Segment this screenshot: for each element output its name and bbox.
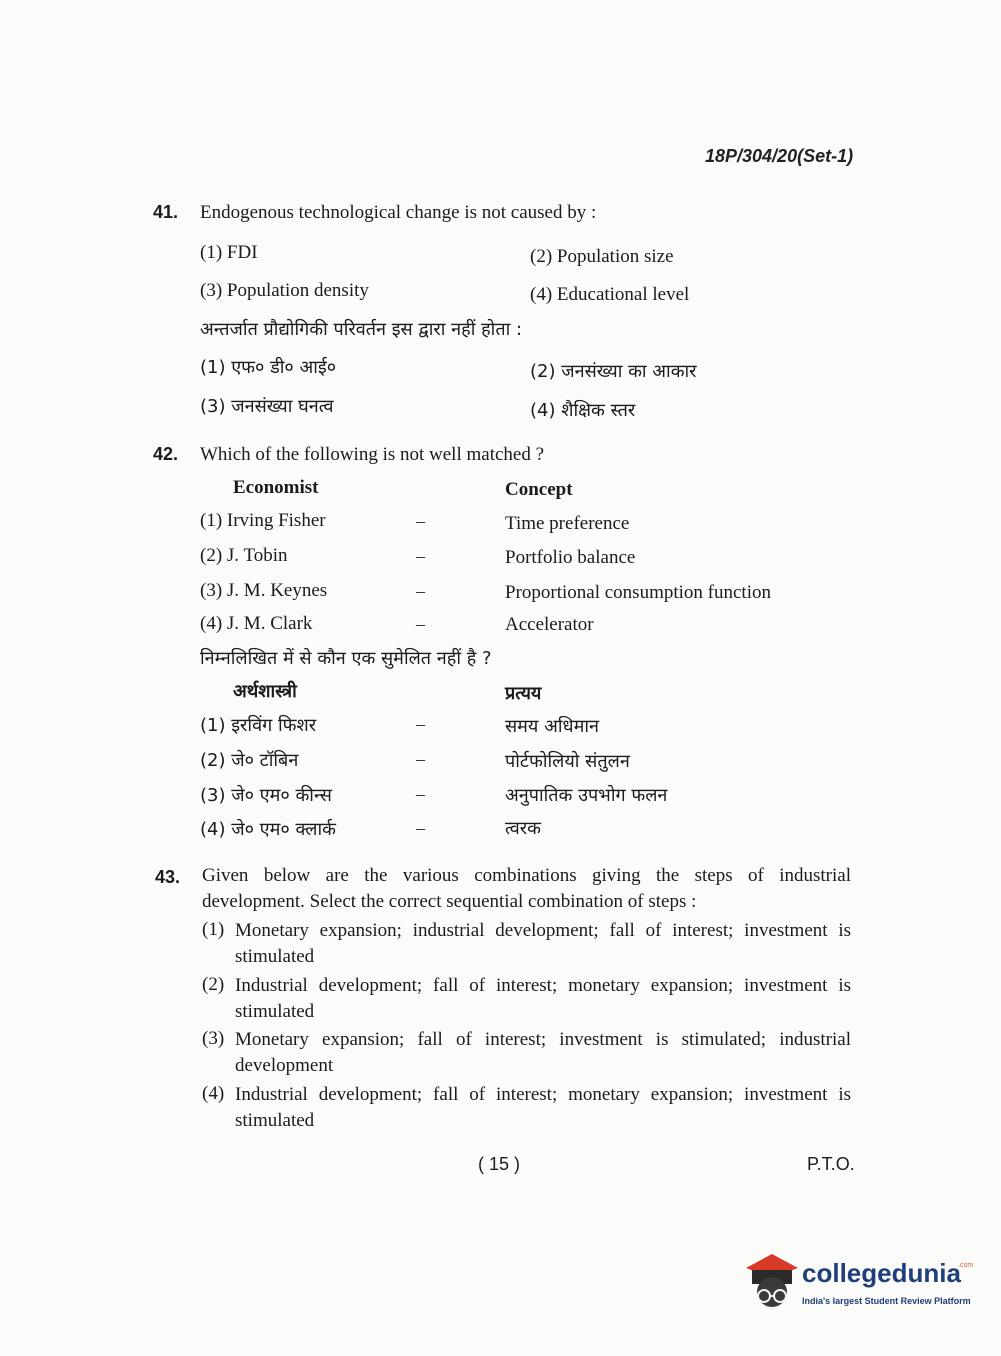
q42-row-en-dash-1: – bbox=[416, 511, 425, 531]
q42-question-hi: निम्नलिखित में से कौन एक सुमेलित नहीं है ? bbox=[200, 648, 492, 669]
pto-label: P.T.O. bbox=[807, 1154, 855, 1174]
q42-row-en-left-1: (1) Irving Fisher bbox=[200, 510, 326, 531]
q42-row-en-left-2: (2) J. Tobin bbox=[200, 545, 288, 566]
q42-row-hi-right-3: अनुपातिक उपभोग फलन bbox=[505, 785, 668, 806]
mascot-icon bbox=[742, 1250, 802, 1314]
q43-option-num-4: (4) bbox=[202, 1083, 225, 1104]
collegedunia-logo[interactable] bbox=[742, 1250, 972, 1320]
q42-header-economist: Economist bbox=[233, 477, 319, 498]
question-number-42: 42. bbox=[153, 444, 179, 464]
q42-row-en-dash-4: – bbox=[416, 614, 425, 634]
q42-row-en-dash-2: – bbox=[416, 546, 425, 566]
logo-wordmark: collegedunia bbox=[802, 1258, 961, 1288]
page-number: ( 15 ) bbox=[478, 1154, 521, 1174]
q43-option-num-1: (1) bbox=[202, 919, 225, 940]
q41-option-hi-2: (2) जनसंख्या का आकार bbox=[530, 361, 697, 382]
q41-option-en-4: (4) Educational level bbox=[530, 284, 690, 305]
q42-row-hi-dash-1: – bbox=[416, 714, 425, 734]
q42-header-economist-hi: अर्थशास्त्री bbox=[233, 681, 297, 702]
q43-option-num-2: (2) bbox=[202, 974, 225, 995]
q41-option-en-1: (1) FDI bbox=[200, 242, 258, 263]
question-number-43: 43. bbox=[155, 867, 181, 887]
q42-row-hi-left-3: (3) जे० एम० कीन्स bbox=[200, 785, 332, 806]
q42-row-en-right-4: Accelerator bbox=[505, 614, 594, 635]
q43-question: Given below are the various combinations giving the steps of industrial development. Select the correct sequential combination of steps : bbox=[202, 865, 851, 912]
q43-option-text-2: Industrial development; fall of interest; monetary expansion; investment is stimulated bbox=[235, 975, 851, 1022]
q41-option-hi-3: (3) जनसंख्या घनत्व bbox=[200, 396, 334, 417]
q42-row-en-dash-3: – bbox=[416, 581, 425, 601]
q41-option-hi-4: (4) शैक्षिक स्तर bbox=[530, 400, 636, 421]
q42-row-en-right-2: Portfolio balance bbox=[505, 547, 636, 568]
q42-row-hi-right-2: पोर्टफोलियो संतुलन bbox=[505, 751, 630, 772]
q42-row-hi-right-1: समय अधिमान bbox=[505, 716, 599, 737]
q42-header-concept: Concept bbox=[505, 479, 573, 500]
q42-row-hi-right-4: त्वरक bbox=[505, 818, 541, 839]
question-number-41: 41. bbox=[153, 202, 179, 222]
q42-row-en-left-3: (3) J. M. Keynes bbox=[200, 580, 328, 601]
q41-option-hi-1: (1) एफ० डी० आई० bbox=[200, 357, 337, 378]
q41-question-en: Endogenous technological change is not caused by : bbox=[200, 202, 597, 223]
q43-option-text-4: Industrial development; fall of interest; monetary expansion; investment is stimulated bbox=[235, 1084, 851, 1131]
logo-suffix: .com bbox=[958, 1262, 974, 1269]
q42-row-hi-left-2: (2) जे० टॉबिन bbox=[200, 750, 299, 771]
q42-row-hi-dash-3: – bbox=[416, 784, 425, 804]
q42-row-en-right-3: Proportional consumption function bbox=[505, 582, 771, 603]
q42-row-hi-dash-4: – bbox=[416, 818, 425, 838]
q42-row-hi-left-1: (1) इरविंग फिशर bbox=[200, 715, 317, 736]
q41-option-en-3: (3) Population density bbox=[200, 280, 369, 301]
q42-row-en-left-4: (4) J. M. Clark bbox=[200, 613, 313, 634]
q42-row-hi-dash-2: – bbox=[416, 749, 425, 769]
paper-code: 18P/304/20(Set-1) bbox=[705, 146, 854, 166]
q42-row-hi-left-4: (4) जे० एम० क्लार्क bbox=[200, 819, 336, 840]
logo-tagline: India's largest Student Review Platform bbox=[802, 1296, 971, 1306]
q41-option-en-2: (2) Population size bbox=[530, 246, 674, 267]
q43-option-text-1: Monetary expansion; industrial development; fall of interest; investment is stimulated bbox=[235, 920, 851, 967]
q41-question-hi: अन्तर्जात प्रौद्योगिकी परिवर्तन इस द्वारा नहीं होता : bbox=[200, 319, 523, 340]
q42-header-concept-hi: प्रत्यय bbox=[505, 683, 542, 704]
q42-row-en-right-1: Time preference bbox=[505, 513, 630, 534]
q43-option-text-3: Monetary expansion; fall of interest; investment is stimulated; industrial development bbox=[235, 1029, 851, 1076]
q42-question-en: Which of the following is not well matched ? bbox=[200, 444, 545, 465]
q43-option-num-3: (3) bbox=[202, 1028, 225, 1049]
